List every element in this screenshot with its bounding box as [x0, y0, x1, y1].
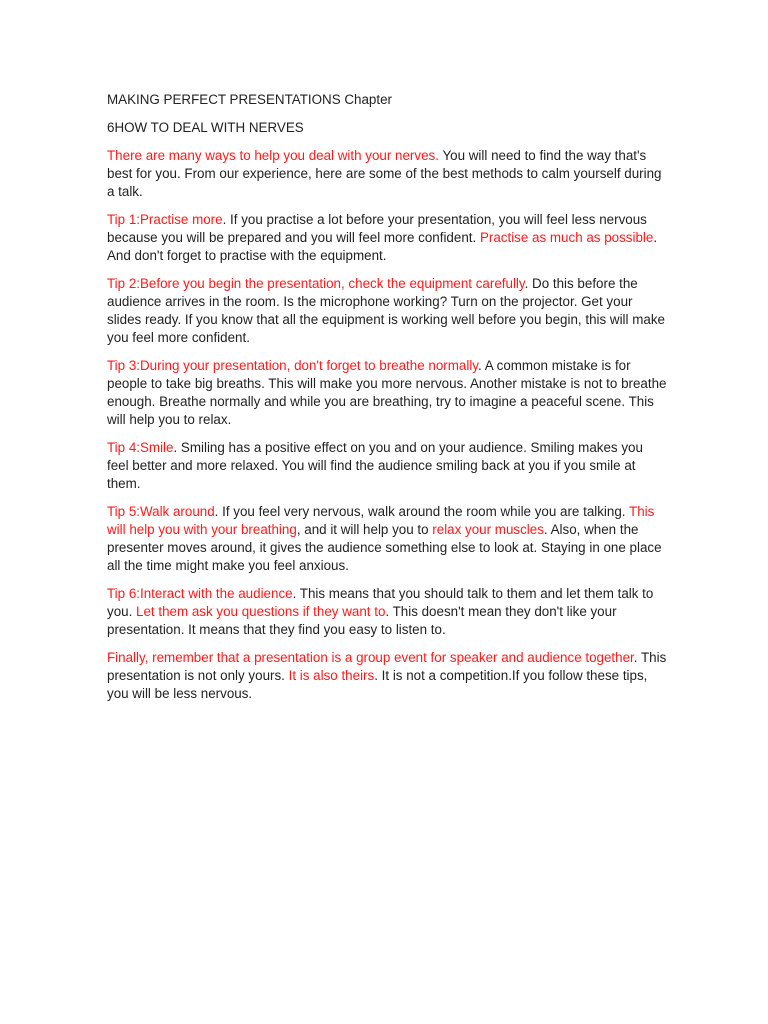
paragraph — [107, 275, 667, 347]
paragraph — [107, 439, 667, 493]
paragraph — [107, 147, 667, 201]
highlighted-text: Tip 4:Smile — [107, 440, 174, 455]
highlighted-text: Finally, remember that a presentation is a group event for speaker and audience together — [107, 650, 634, 665]
document-title: MAKING PERFECT PRESENTATIONS Chapter — [107, 92, 392, 107]
body-text: . If you feel very nervous, walk around the room while you are talking. — [214, 504, 630, 519]
body-text: . It is not a competition.If you follow these tips, you will be less nervous. — [107, 668, 648, 701]
document-body — [107, 147, 667, 703]
document-page — [107, 91, 667, 713]
body-text: You will need to find the way that's best for you. From our experience, here are some of the best methods to calm yourself during a talk. — [107, 148, 662, 199]
body-text: , and it will help you to — [296, 522, 433, 537]
paragraph — [107, 211, 667, 265]
body-text: . Smiling has a positive effect on you and on your audience. Smiling makes you feel better and more relaxed. You will find the audience smiling back at you if you smile at them. — [107, 440, 643, 491]
highlighted-text: Tip 6:Interact with the audience — [107, 586, 293, 601]
paragraph — [107, 585, 667, 639]
highlighted-text: relax your muscles — [432, 522, 544, 537]
body-text: . This means that you should talk to them and let them talk to you. — [107, 586, 654, 619]
paragraph — [107, 649, 667, 703]
highlighted-text: It is also theirs — [288, 668, 375, 683]
body-text: . This presentation is not only yours. — [107, 650, 667, 683]
highlighted-text: There are many ways to help you deal with your nerves. — [107, 148, 439, 163]
highlighted-text: Practise as much as possible — [479, 230, 654, 245]
body-text: . If you practise a lot before your presentation, you will feel less nervous because you will be prepared and you will feel more confident. — [107, 212, 647, 245]
chapter-title: 6HOW TO DEAL WITH NERVES — [107, 120, 304, 135]
body-text: . Do this before the audience arrives in the room. Is the microphone working? Turn on the projector. Get your slides ready. If you know that all the equipment is working well before you begin, this will make you feel more confident. — [107, 276, 665, 345]
highlighted-text: Tip 5:Walk around — [107, 504, 215, 519]
highlighted-text: Tip 2:Before you begin the presentation, check the equipment carefully — [107, 276, 525, 291]
body-text: . And don't forget to practise with the equipment. — [107, 230, 658, 263]
highlighted-text: Tip 1:Practise more — [107, 212, 223, 227]
highlighted-text: Let them ask you questions if they want to — [136, 604, 386, 619]
highlighted-text: This will help you with your breathing — [107, 504, 655, 537]
body-text: . Also, when the presenter moves around, it gives the audience something else to look at. Staying in one place all the time might make you feel anxious. — [107, 522, 662, 573]
paragraph — [107, 503, 667, 575]
highlighted-text: Tip 3:During your presentation, don't forget to breathe normally — [107, 358, 479, 373]
body-text: . This doesn't mean they don't like your presentation. It means that they find you easy to listen to. — [107, 604, 617, 637]
paragraph — [107, 357, 667, 429]
body-text: . A common mistake is for people to take big breaths. This will make you more nervous. Another mistake is not to breathe enough. Breathe normally and while you are breathing, try to imagine a peaceful scene. This will help you to relax. — [107, 358, 667, 427]
